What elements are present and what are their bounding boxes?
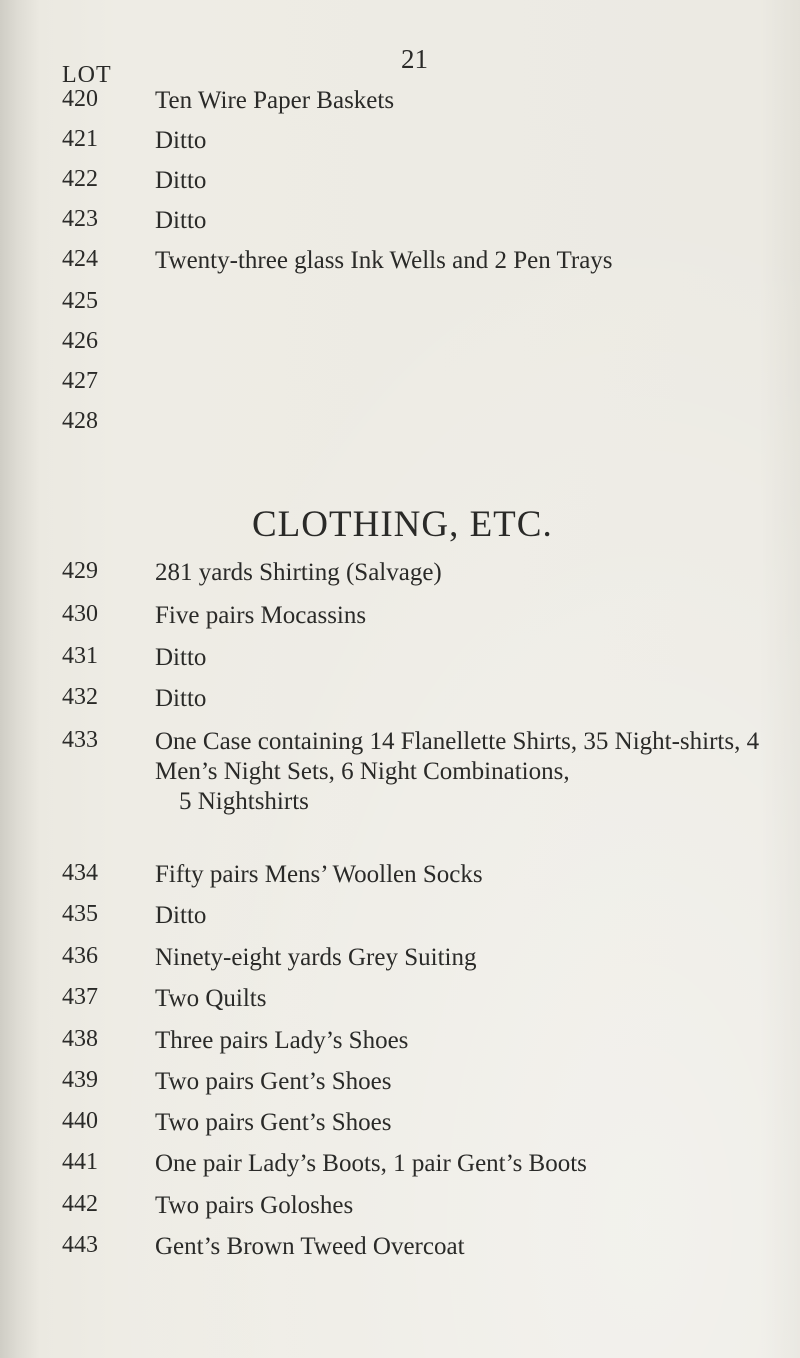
- lot-number: 442: [62, 1191, 98, 1217]
- lot-number: 431: [62, 643, 98, 669]
- lot-number: 421: [62, 126, 98, 152]
- lot-description: Five pairs Mocassins: [155, 602, 367, 629]
- lot-description: Three pairs Lady’s Shoes: [155, 1027, 409, 1054]
- section-title: CLOTHING, ETC.: [252, 504, 553, 545]
- lot-description: Ditto: [155, 644, 207, 671]
- lot-number: 432: [62, 684, 98, 710]
- lot-description: Gent’s Brown Tweed Overcoat: [155, 1233, 465, 1260]
- lot-number: 430: [62, 601, 98, 627]
- lot-description: Ditto: [155, 127, 207, 154]
- lot-number: 436: [62, 943, 98, 969]
- lot-description: Ninety-eight yards Grey Suiting: [155, 944, 477, 971]
- lot-number: 425: [62, 288, 98, 314]
- lot-description: Two Quilts: [155, 985, 267, 1012]
- lot-description: [155, 727, 787, 817]
- lot-description-continuation: 5 Nightshirts: [179, 788, 309, 815]
- lot-number: 427: [62, 368, 98, 394]
- lot-number: 439: [62, 1067, 98, 1093]
- lot-number: 437: [62, 984, 98, 1010]
- lot-description: Ditto: [155, 685, 207, 712]
- lot-description: 281 yards Shirting (Salvage): [155, 559, 442, 586]
- lot-number: 426: [62, 328, 98, 354]
- lot-description: Fifty pairs Mens’ Woollen Socks: [155, 861, 483, 888]
- lot-number: 423: [62, 206, 98, 232]
- page-number: 21: [401, 44, 428, 74]
- lot-number: 428: [62, 408, 98, 434]
- lot-number: 435: [62, 901, 98, 927]
- lot-description: Ditto: [155, 167, 207, 194]
- lot-number: 438: [62, 1026, 98, 1052]
- lot-description: Ten Wire Paper Baskets: [155, 87, 395, 114]
- lot-column-header: LOT: [62, 62, 112, 88]
- lot-description: Two pairs Gent’s Shoes: [155, 1109, 392, 1136]
- lot-number: 422: [62, 166, 98, 192]
- lot-number: 434: [62, 860, 98, 886]
- lot-description: Twenty-three glass Ink Wells and 2 Pen Trays: [155, 247, 613, 274]
- lot-number: 441: [62, 1149, 98, 1175]
- lot-number: 440: [62, 1108, 98, 1134]
- lot-number: 433: [62, 727, 98, 753]
- lot-number: 424: [62, 246, 98, 272]
- lot-description: Ditto: [155, 902, 207, 929]
- lot-number: 443: [62, 1232, 98, 1258]
- lot-description: One pair Lady’s Boots, 1 pair Gent’s Boots: [155, 1150, 587, 1177]
- lot-description: Two pairs Gent’s Shoes: [155, 1068, 392, 1095]
- lot-number: 420: [62, 86, 98, 112]
- lot-description-text: One Case containing 14 Flanellette Shirts, 35 Night-shirts, 4 Men’s Night Sets, 6 Night Combinations,: [155, 728, 760, 785]
- lot-number: 429: [62, 558, 98, 584]
- lot-description: Ditto: [155, 207, 207, 234]
- lot-description: Two pairs Goloshes: [155, 1192, 354, 1219]
